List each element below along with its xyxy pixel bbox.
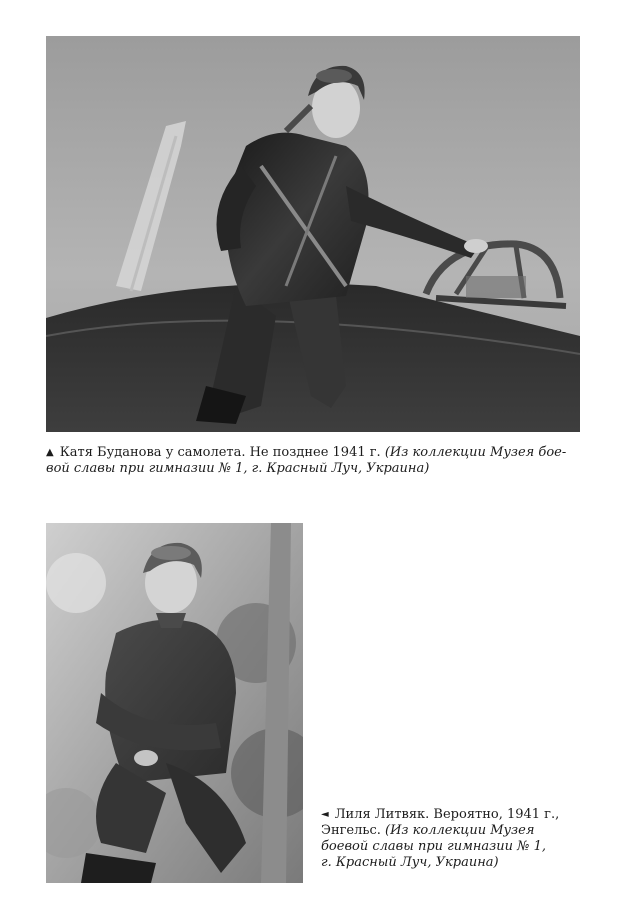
- caption-2-source-1: (Из коллекции Музея: [385, 823, 535, 838]
- caption-1-source-line-1: (Из коллекции Музея бое-: [384, 445, 567, 460]
- caption-2-text-1: Лиля Литвяк. Вероятно, 1941 г.,: [334, 807, 560, 822]
- caption-2-source-2: боевой славы при гимназии № 1,: [321, 839, 546, 854]
- left-triangle-icon: ◄: [321, 809, 329, 820]
- photo-litvyak-engels: [46, 523, 303, 883]
- caption-1-source-line-2: вой славы при гимназии № 1, г. Красный Луч, Украина): [46, 461, 430, 476]
- caption-1-line-1: [46, 445, 586, 461]
- up-triangle-icon: ▲: [46, 447, 54, 458]
- caption-1-text: Катя Буданова у самолета. Не позднее 1941 г.: [59, 445, 381, 460]
- caption-2-text-2: Энгельс.: [321, 823, 381, 838]
- caption-2-line-2: [321, 823, 591, 839]
- photo-litvyak-image: [46, 523, 303, 883]
- photo-budanova-image: [46, 36, 580, 432]
- photo-budanova-caption: [46, 445, 586, 477]
- caption-2-source-3: г. Красный Луч, Украина): [321, 855, 499, 870]
- photo-budanova-aircraft: [46, 36, 580, 432]
- caption-2-line-1: [321, 807, 591, 823]
- photo-litvyak-caption: [321, 807, 591, 871]
